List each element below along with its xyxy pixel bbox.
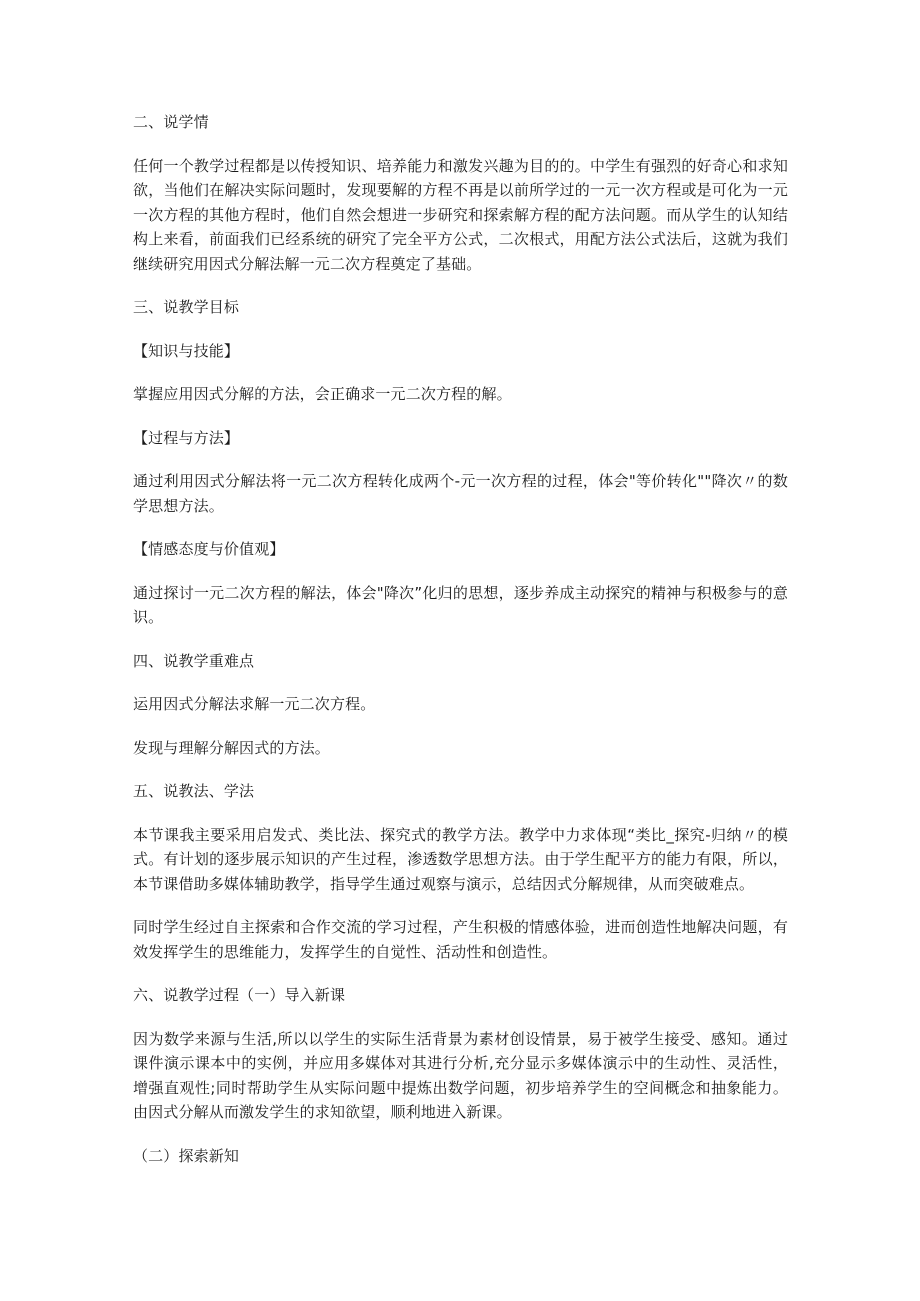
section-heading-teaching-process: 六、说教学过程（一）导入新课 [133,986,346,1004]
paragraph-difficulty: 发现与理解分解因式的方法。 [133,738,330,757]
section-heading-teaching-objectives: 三、说教学目标 [133,298,240,316]
section-heading-key-difficulties: 四、说教学重难点 [133,651,255,670]
subheading-explore-new-knowledge: （二）探索新知 [133,1146,240,1165]
section-heading-learner-analysis: 二、说学情 [133,113,209,131]
paragraph-learner-analysis: 任何一个教学过程都是以传授知识、培养能力和激发兴趣为目的的。中学生有强烈的好奇心和求知欲，当他们在解决实际问题时，发现要解的方程不再是以前所学过的一元一次方程或是可化为一元一次方程的其他方程时，他们自然会想进一步研究和探索解方程的配方法问题。而从学生的认知结构上来看，前面我们已经系统的研究了完全平方公式，二次根式，用配方法公式法后，这就为我们继续研究用因式分解法解一元二次方程奠定了基础。 [133,156,788,273]
subheading-process-methods: 【过程与方法】 [133,428,240,447]
paragraph-teaching-methods: 本节课我主要采用启发式、类比法、探究式的教学方法。教学中力求体现“类比_探究-归纳〃的模式。有计划的逐步展示知识的产生过程，渗透数学思想方法。由于学生配平方的能力有限，所以，本节课借助多媒体辅助教学，指导学生通过观察与演示，总结因式分解规律，从而突破难点。 [133,825,788,893]
paragraph-knowledge-skills: 掌握应用因式分解的方法，会正确求一元二次方程的解。 [133,385,512,403]
subheading-emotion-values: 【情感态度与价值观】 [133,540,285,558]
paragraph-learning-methods: 同时学生经过自主探索和合作交流的学习过程，产生积极的情感体验，进而创造性地解决问题，有效发挥学生的思维能力，发挥学生的自觉性、活动性和创造性。 [133,918,788,961]
paragraph-process-methods: 通过利用因式分解法将一元二次方程转化成两个-元一次方程的过程，体会"等价转化""降次〃的数学思想方法。 [133,472,788,515]
paragraph-key-point: 运用因式分解法求解一元二次方程。 [133,695,376,713]
document-page [133,110,788,1187]
paragraph-introduction: 因为数学来源与生活,所以以学生的实际生活背景为素材创设情景，易于被学生接受、感知。通过课件演示课本中的实例，并应用多媒体对其进行分析,充分显示多媒体演示中的生动性、灵活性，增强直观性;同时帮助学生从实际问题中提炼出数学问题，初步培养学生的空间概念和抽象能力。由因式分解从而激发学生的求知欲望，顺利地进入新课。 [133,1029,788,1121]
section-heading-teaching-methods: 五、说教法、学法 [133,782,255,800]
paragraph-emotion-values: 通过探讨一元二次方程的解法，体会"降次”化归的思想，逐步养成主动探究的精神与积极参与的意识。 [133,583,788,626]
subheading-knowledge-skills: 【知识与技能】 [133,341,240,360]
